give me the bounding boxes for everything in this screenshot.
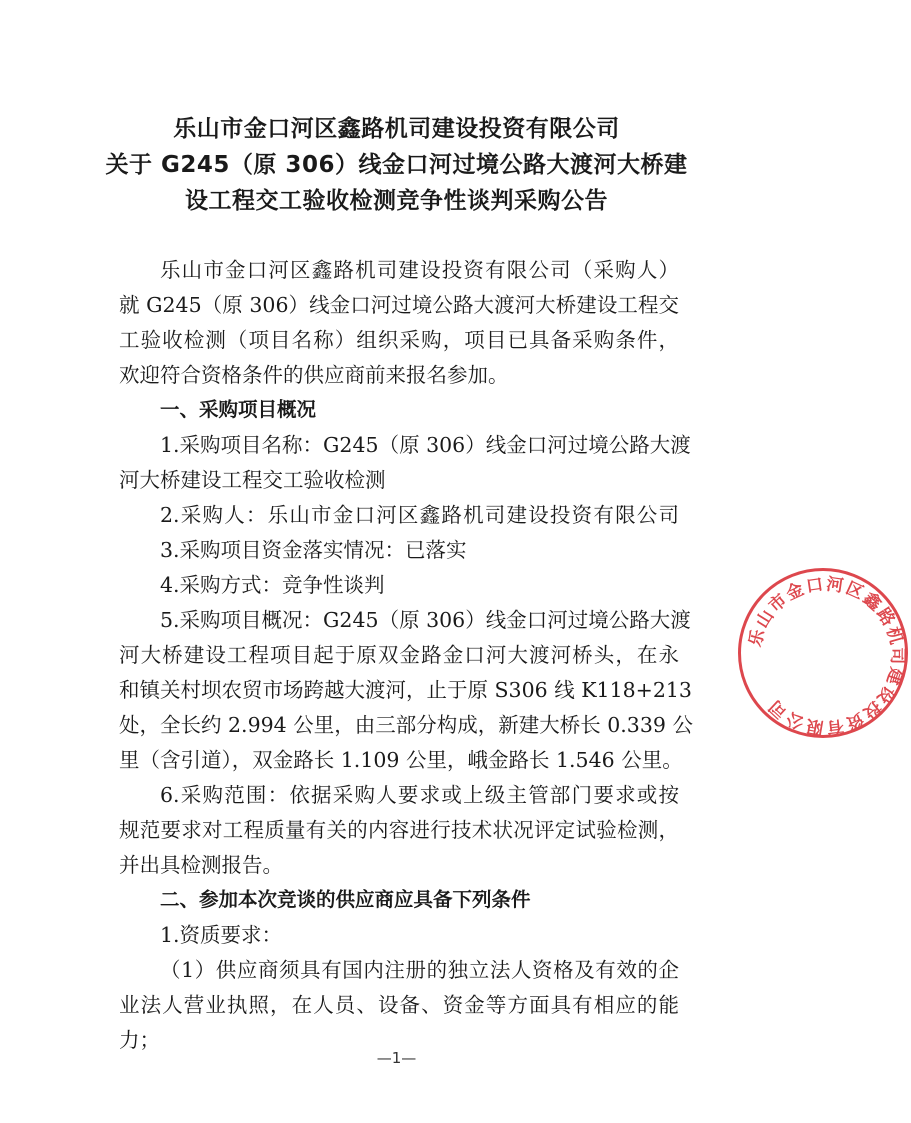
s1-item5-line-3: 和镇关村坝农贸市场跨越大渡河，止于原 S306 线 K118+213 bbox=[119, 678, 692, 702]
s2-item1: 1.资质要求： bbox=[160, 923, 283, 947]
s1-item3: 3.采购项目资金落实情况：已落实 bbox=[160, 538, 467, 562]
s1-item5-line-4: 处，全长约 2.994 公里，由三部分构成，新建大桥长 0.339 公 bbox=[119, 713, 693, 737]
document-title-line-2: 关于 G245（原 306）线金口河过境公路大渡河大桥建 bbox=[105, 152, 688, 178]
s1-item5-line-2: 河大桥建设工程项目起于原双金路金口河大渡河桥头，在永 bbox=[119, 643, 679, 667]
intro-line-4: 欢迎符合资格条件的供应商前来报名参加。 bbox=[119, 363, 509, 387]
s1-item4: 4.采购方式：竞争性谈判 bbox=[160, 573, 385, 597]
s1-item6-line-1: 6.采购范围：依据采购人要求或上级主管部门要求或按 bbox=[160, 783, 679, 807]
s2-sub1-line-1: （1）供应商须具有国内注册的独立法人资格及有效的企 bbox=[160, 958, 679, 982]
document-title-line-3: 设工程交工验收检测竞争性谈判采购公告 bbox=[185, 188, 608, 214]
seal-text: 乐山市金口河区鑫路机司建设投资有限公司 bbox=[745, 574, 908, 738]
section-2-heading: 二、参加本次竞谈的供应商应具备下列条件 bbox=[160, 888, 531, 911]
seal-graphic bbox=[741, 571, 911, 741]
intro-line-1: 乐山市金口河区鑫路机司建设投资有限公司（采购人） bbox=[160, 258, 679, 282]
intro-line-2: 就 G245（原 306）线金口河过境公路大渡河大桥建设工程交 bbox=[119, 293, 679, 317]
section-1-heading: 一、采购项目概况 bbox=[160, 398, 317, 421]
s1-item5-line-5: 里（含引道），双金路长 1.109 公里，峨金路长 1.546 公里。 bbox=[119, 748, 683, 772]
document-title-line-1: 乐山市金口河区鑫路机司建设投资有限公司 bbox=[173, 116, 620, 142]
s2-sub1-line-2: 业法人营业执照，在人员、设备、资金等方面具有相应的能 bbox=[119, 993, 679, 1017]
s1-item6-line-2: 规范要求对工程质量有关的内容进行技术状况评定试验检测， bbox=[119, 818, 679, 842]
page-number: —1— bbox=[376, 1049, 417, 1067]
s1-item1-line-2: 河大桥建设工程交工验收检测 bbox=[119, 468, 386, 492]
s1-item1-line-1: 1.采购项目名称：G245（原 306）线金口河过境公路大渡 bbox=[160, 433, 691, 457]
company-seal-stamp bbox=[738, 568, 908, 738]
s2-sub1-line-3: 力； bbox=[119, 1028, 160, 1052]
s1-item6-line-3: 并出具检测报告。 bbox=[119, 853, 283, 877]
s1-item5-line-1: 5.采购项目概况：G245（原 306）线金口河过境公路大渡 bbox=[160, 608, 691, 632]
s1-item2: 2.采购人：乐山市金口河区鑫路机司建设投资有限公司 bbox=[160, 503, 679, 527]
intro-line-3: 工验收检测（项目名称）组织采购，项目已具备采购条件， bbox=[119, 328, 679, 352]
